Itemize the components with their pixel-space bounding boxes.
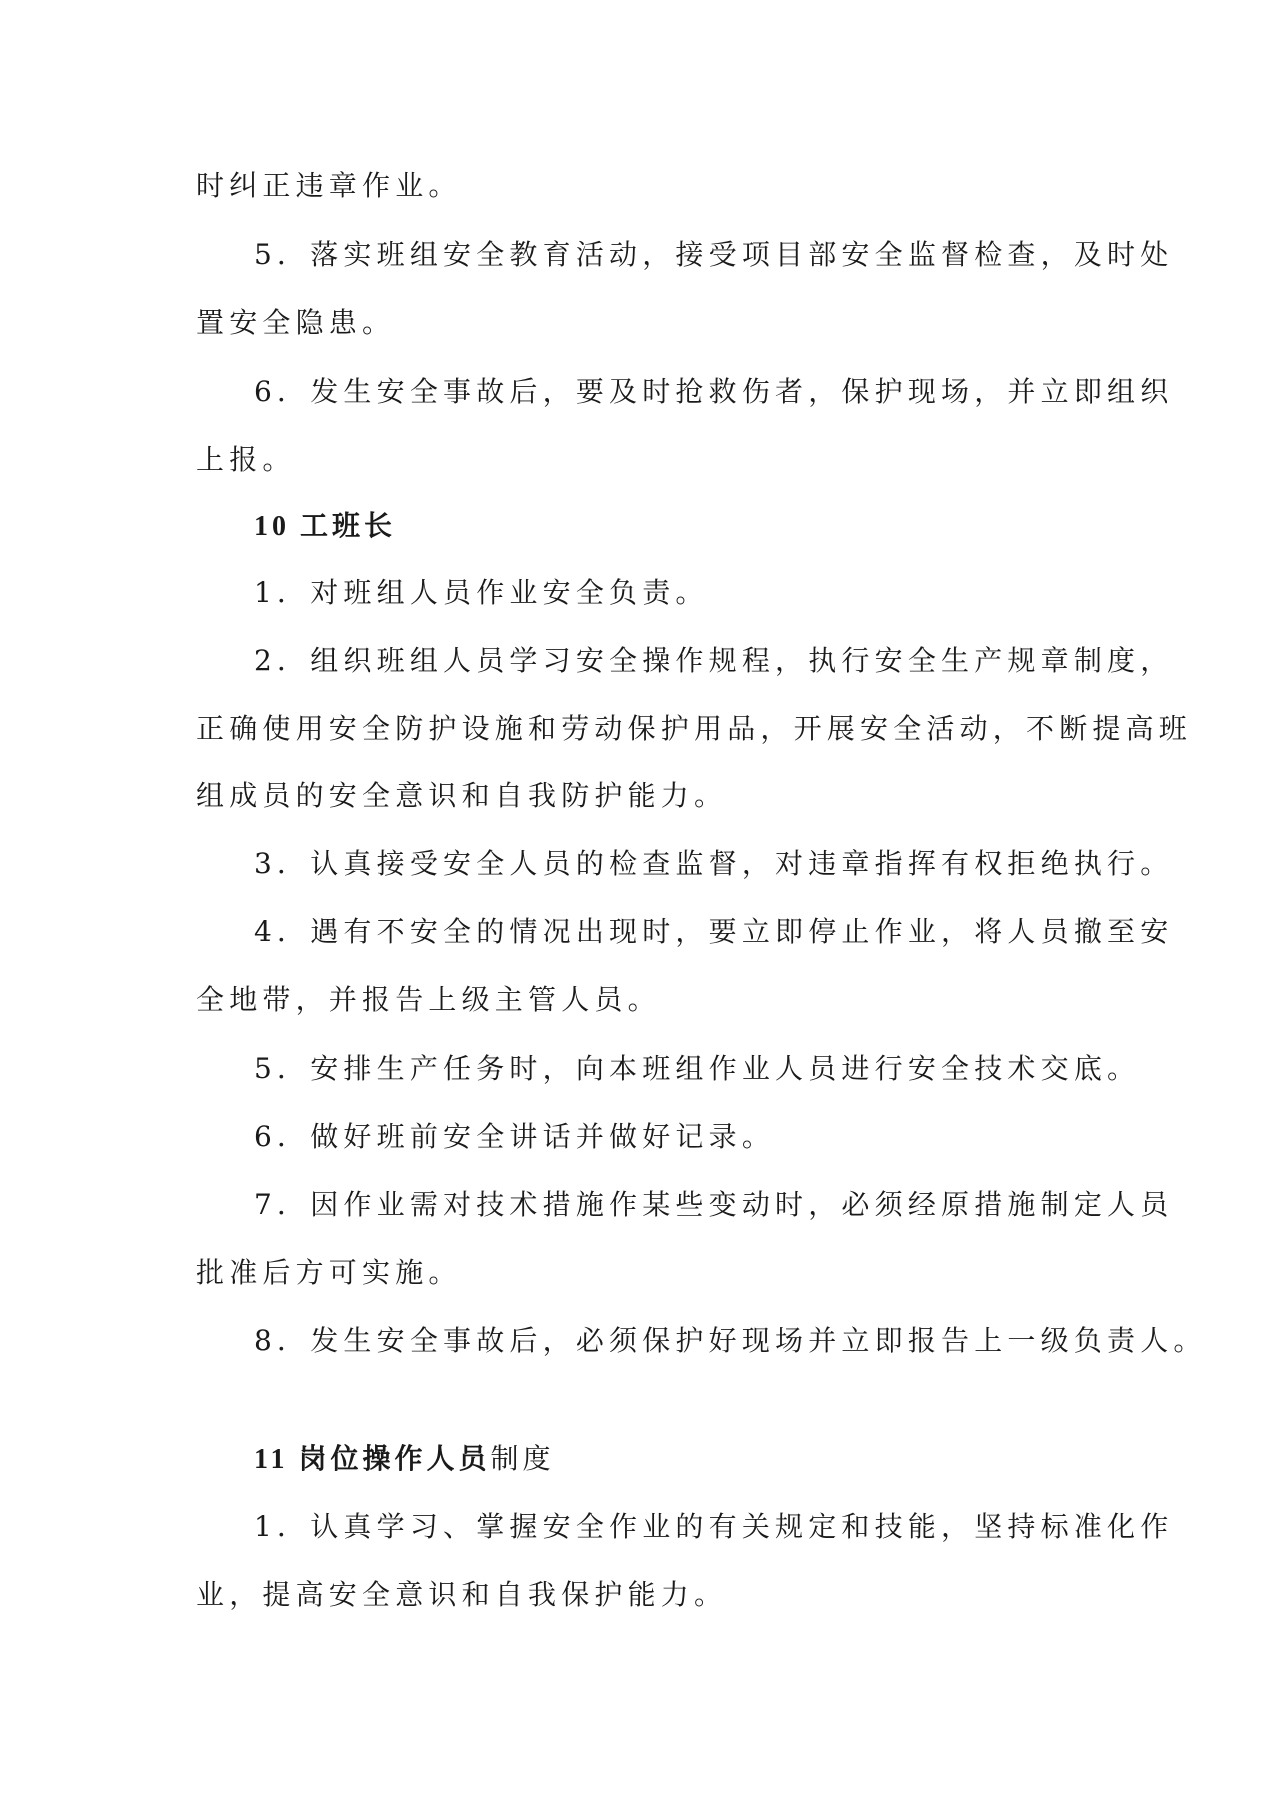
paragraph-line: 8．发生安全事故后，必须保护好现场并立即报告上一级负责人。 bbox=[254, 1324, 1207, 1357]
paragraph-line: 业，提高安全意识和自我保护能力。 bbox=[196, 1578, 728, 1611]
section-number: 10 bbox=[254, 511, 290, 542]
section-number: 11 bbox=[254, 1444, 289, 1475]
paragraph-line: 上报。 bbox=[196, 443, 296, 476]
paragraph-line: 时纠正违章作业。 bbox=[196, 169, 462, 202]
paragraph-line: 5．安排生产任务时，向本班组作业人员进行安全技术交底。 bbox=[254, 1052, 1141, 1085]
paragraph-line: 4．遇有不安全的情况出现时，要立即停止作业，将人员撤至安 bbox=[254, 915, 1174, 948]
paragraph-line: 1．认真学习、掌握安全作业的有关规定和技能，坚持标准化作 bbox=[254, 1510, 1174, 1543]
paragraph-line: 2．组织班组人员学习安全操作规程，执行安全生产规章制度， bbox=[254, 644, 1174, 677]
paragraph-line: 批准后方可实施。 bbox=[196, 1256, 462, 1289]
paragraph-line: 组成员的安全意识和自我防护能力。 bbox=[196, 779, 728, 812]
paragraph-line: 置安全隐患。 bbox=[196, 306, 396, 339]
paragraph-line: 6．发生安全事故后，要及时抢救伤者，保护现场，并立即组织 bbox=[254, 375, 1174, 408]
paragraph-line: 7．因作业需对技术措施作某些变动时，必须经原措施制定人员 bbox=[254, 1188, 1174, 1221]
paragraph-line: 5．落实班组安全教育活动，接受项目部安全监督检查，及时处 bbox=[254, 238, 1174, 271]
paragraph-line: 全地带，并报告上级主管人员。 bbox=[196, 983, 661, 1016]
paragraph-line: 6．做好班前安全讲话并做好记录。 bbox=[254, 1120, 776, 1153]
section-heading-11 bbox=[254, 1439, 1154, 1480]
paragraph-line: 正确使用安全防护设施和劳动保护用品，开展安全活动，不断提高班 bbox=[196, 712, 1193, 745]
paragraph-line: 1．对班组人员作业安全负责。 bbox=[254, 576, 709, 609]
section-heading-10 bbox=[254, 506, 1154, 547]
paragraph-line: 3．认真接受安全人员的检查监督，对违章指挥有权拒绝执行。 bbox=[254, 847, 1174, 880]
section-title-suffix: 制度 bbox=[490, 1442, 555, 1475]
section-title: 工班长 bbox=[300, 509, 397, 542]
section-title: 岗位操作人员 bbox=[298, 1442, 491, 1475]
